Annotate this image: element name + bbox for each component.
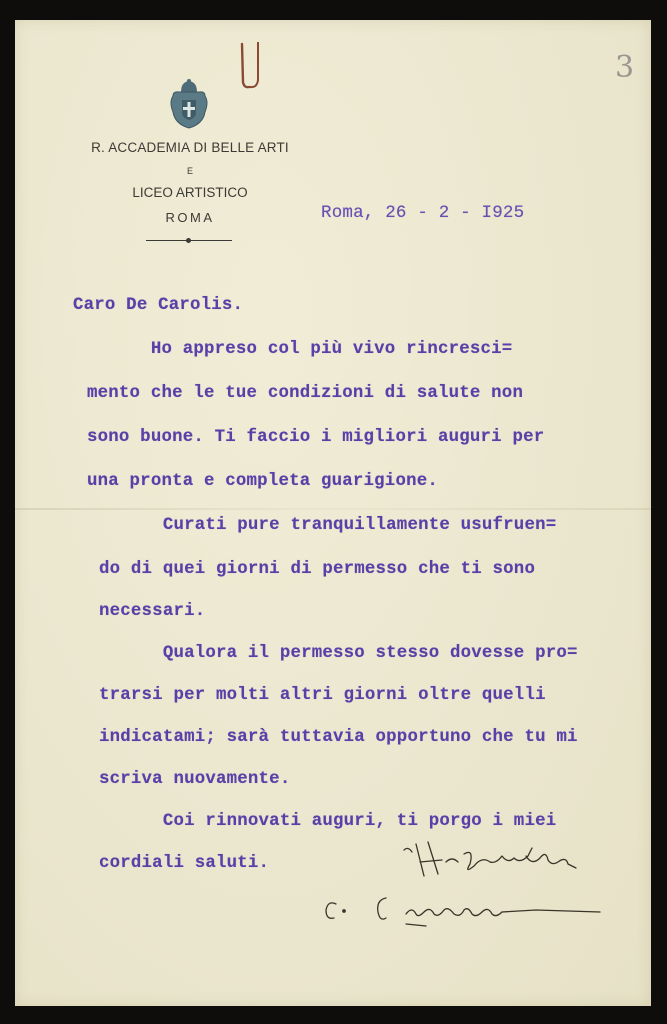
letterhead-institution: R. ACCADEMIA DI BELLE ARTI bbox=[91, 140, 289, 155]
red-pencil-mark-icon bbox=[239, 42, 263, 92]
letter-line: scriva nuovamente. bbox=[99, 770, 291, 789]
letter-line: Qualora il permesso stesso dovesse pro= bbox=[99, 644, 578, 663]
letter-date: Roma, 26 - 2 - I925 bbox=[321, 203, 525, 223]
letter-line: cordiali saluti. bbox=[99, 854, 270, 873]
handwritten-signature-icon bbox=[296, 834, 656, 934]
letter-line: necessari. bbox=[99, 602, 206, 621]
letter-line: indicatami; sarà tuttavia opportuno che tu mi bbox=[99, 728, 578, 747]
letter-line: do di quei giorni di permesso che ti sono bbox=[99, 560, 536, 579]
letterhead-divider-dot bbox=[186, 238, 191, 243]
letter-line: Ho appreso col più vivo rincresci= bbox=[87, 340, 513, 359]
letter-line: Coi rinnovati auguri, ti porgo i miei bbox=[99, 812, 557, 831]
letter-line: sono buone. Ti faccio i migliori auguri per bbox=[87, 428, 545, 447]
letter-line: trarsi per molti altri giorni oltre quelli bbox=[99, 686, 546, 705]
letterhead-school: LICEO ARTISTICO bbox=[132, 185, 248, 200]
letter-salutation: Caro De Carolis. bbox=[73, 296, 244, 315]
letter-line: mento che le tue condizioni di salute non bbox=[87, 384, 524, 403]
letterhead-city: ROMA bbox=[165, 210, 215, 225]
letter-line: una pronta e completa guarigione. bbox=[87, 472, 438, 491]
letter-line: Curati pure tranquillamente usufruen= bbox=[99, 516, 557, 535]
letterhead-conjunction: E bbox=[186, 166, 193, 176]
royal-crest-icon bbox=[167, 78, 211, 130]
archive-page-number: 3 bbox=[615, 50, 635, 85]
